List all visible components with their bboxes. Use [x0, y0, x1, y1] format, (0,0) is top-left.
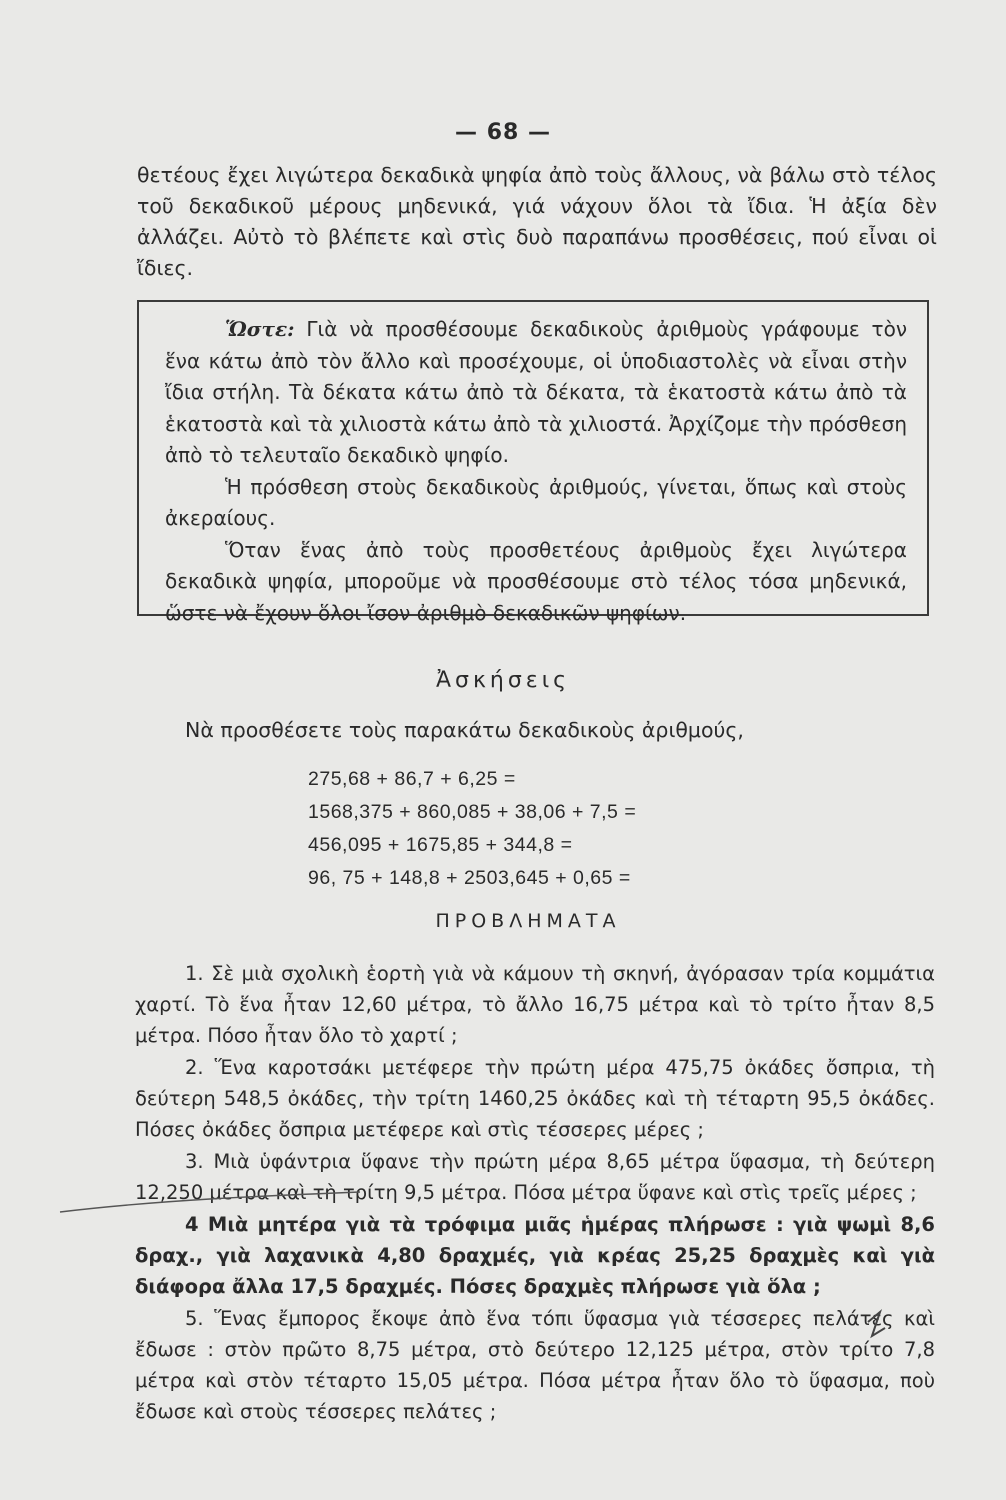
problem-item-highlighted: 4 Μιὰ μητέρα γιὰ τὰ τρόφιμα μιᾶς ἡμέρας πλήρωσε : γιὰ ψωμὶ 8,6 δραχ., γιὰ λαχανικὰ 4,80 δραχμές, γιὰ κρέας 25,25 δραχμὲς καὶ γιὰ διάφορα ἄλλα 17,5 δραχμές. Πόσες δραχμὲς πλήρωσε γιὰ ὅλα ;: [135, 1213, 935, 1298]
summary-lead: Ὥστε:: [225, 317, 295, 341]
exercise-sum: 456,095 + 1675,85 + 344,8 =: [308, 834, 573, 856]
problem-item: 1. Σὲ μιὰ σχολικὴ ἑορτὴ γιὰ νὰ κάμουν τὴ σκηνή, ἀγόρασαν τρία κομμάτια χαρτί. Τὸ ἕνα ἦταν 12,60 μέτρα, τὸ ἄλλο 16,75 μέτρα καὶ τὸ τρίτο ἦταν 8,5 μέτρα. Πόσο ἦταν ὅλο τὸ χαρτί ;: [135, 962, 935, 1047]
summary-note-integers: Ἡ πρόσθεση στοὺς δεκαδικοὺς ἀριθμούς, γίνεται, ὅπως καὶ στοὺς ἀκεραίους.: [165, 474, 907, 530]
problem-item: 5. Ἕνας ἔμπορος ἔκοψε ἀπὸ ἕνα τόπι ὕφασμα γιὰ τέσσερες πελάτες καὶ ἔδωσε : στὸν πρῶτο 8,75 μέτρα, στὸ δεύτερο 12,125 μέτρα, στὸν τρίτο 7,8 μέτρα καὶ στὸν τέταρτο 15,05 μέτρα. Πόσα μέτρα ἦταν ὅλο τὸ ὕφασμα, ποὺ ἔδωσε καὶ στοὺς τέσσερες πελάτες ;: [135, 1307, 935, 1423]
problem-item: 2. Ἕνα καροτσάκι μετέφερε τὴν πρώτη μέρα 475,75 ὀκάδες ὄσπρια, τὴ δεύτερη 548,5 ὀκάδες, τὴν τρίτη 1460,25 ὀκάδες καὶ τὴ τέταρτη 95,5 ὀκάδες. Πόσες ὀκάδες ὄσπρια μετέφερε καὶ στὶς τέσσερες μέρες ;: [135, 1056, 935, 1141]
summary-note-zeros: Ὅταν ἕνας ἀπὸ τοὺς προσθετέους ἀριθμοὺς ἔχει λιγώτερα δεκαδικὰ ψηφία, μποροῦμε νὰ προσθέσουμε στὸ τέλος τόσα μηδενικά, ὥστε νὰ ἔχουν ὅλοι ἴσον ἀριθμὸ δεκαδικῶν ψηφίων.: [165, 537, 907, 625]
summary-rule-text: Γιὰ νὰ προσθέσουμε δεκαδικοὺς ἀριθμοὺς γράφουμε τὸν ἕνα κάτω ἀπὸ τὸν ἄλλο καὶ προσέχουμε, οἱ ὑποδιαστολὲς νὰ εἶναι στὴν ἴδια στήλη. Τὰ δέκατα κάτω ἀπὸ τὰ δέκατα, τὰ ἑκατοστὰ κάτω ἀπὸ τὰ ἑκατοστὰ καὶ τὰ χιλιοστὰ κάτω ἀπὸ τὰ χιλιοστά. Ἀρχίζομε τὴν πρόσθεση ἀπὸ τὸ τελευταῖο δεκαδικὸ ψηφίο.: [165, 317, 907, 467]
intro-text: θετέους ἔχει λιγώτερα δεκαδικὰ ψηφία ἀπὸ τοὺς ἄλλους, νὰ βάλω στὸ τέλος τοῦ δεκαδικοῦ μέρους μηδενικά, γιά νάχουν ὅλοι τὰ ἴδια. Ἡ ἀξία δὲν ἀλλάζει. Αὐτὸ τὸ βλέπετε καὶ στὶς δυὸ παραπάνω προσθέσεις, πού εἶναι οἱ ἴδιες.: [137, 163, 937, 280]
exercise-sum: 96, 75 + 148,8 + 2503,645 + 0,65 =: [308, 867, 631, 889]
problem-item: 3. Μιὰ ὑφάντρια ὕφανε τὴν πρώτη μέρα 8,65 μέτρα ὕφασμα, τὴ δεύτερη 12,250 μέτρα καὶ τὴ τρίτη 9,5 μέτρα. Πόσα μέτρα ὕφανε καὶ στὶς τρεῖς μέρες ;: [135, 1150, 935, 1204]
problems-list: [135, 958, 935, 1428]
problems-title: ΠΡΟΒΛΗΜΑΤΑ: [435, 910, 621, 932]
summary-rule: [165, 314, 907, 472]
exercises-instruction: Νὰ προσθέσετε τοὺς παρακάτω δεκαδικοὺς ἀριθμούς,: [185, 718, 744, 742]
intro-paragraph: [137, 160, 937, 284]
page-number: — 68 —: [455, 120, 551, 145]
exercise-sum: 275,68 + 86,7 + 6,25 =: [308, 768, 516, 790]
exercise-sum: 1568,375 + 860,085 + 38,06 + 7,5 =: [308, 801, 637, 823]
exercises-title: Ἀσκήσεις: [435, 668, 571, 693]
summary-box: [137, 300, 929, 625]
exercise-sums: [308, 763, 828, 895]
